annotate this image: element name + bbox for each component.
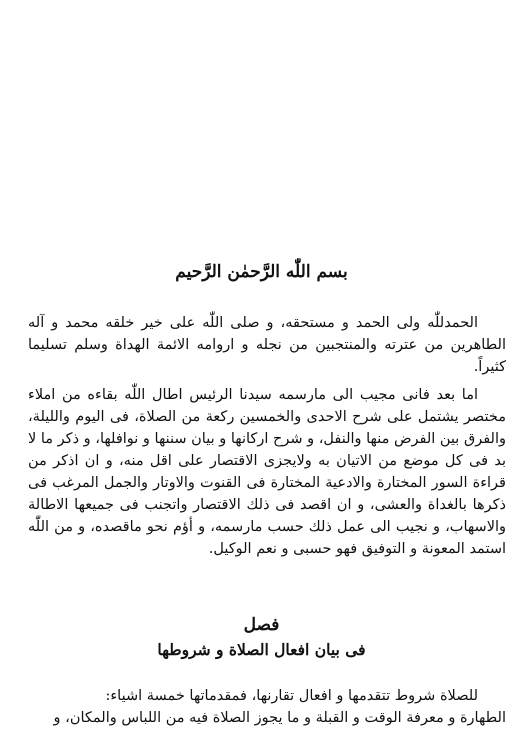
section-subtitle: فى بيان افعال الصلاة و شروطها <box>157 640 366 659</box>
section-paragraph-1: للصلاة شروط تتقدمها و افعال تقارنها، فمقدماتها خمسة اشياء: <box>105 688 478 704</box>
intro-paragraph-2: اما بعد فانى مجيب الى مارسمه سيدنا الرئيس اطال اللّٰه بقاءه من املاء مختصر يشتمل على شرح الاحدى والخمسين ركعة من الصلاة، فى اليوم والليلة، والفرق بين الفرض منها والنفل، و شرح اركانها و بيان سننها و نوافلها، و ذكر ما لا بد فى كل موضع من الاتيان به ولايجزى الاقتصار على اقل منه، و ان اذكر من قراءة السور المختارة والادعية المختارة فى القنوت والاوتار والجمل المرغب فى ذكرها بالغداة والعشى، و ان اقصد فى ذلك الاقتصار واتجنب فى جميعها الاطالة والاسهاب، و نجيب الى عمل ذلك حسب مارسمه، و أؤم نحو ماقصده، و من اللّٰه استمد المعونة و التوفيق فهو حسبى و نعم الوكيل. <box>28 387 506 557</box>
section-title: فصل <box>243 615 280 635</box>
basmala-heading: بسم اللّٰه الرَّحمٰن الرَّحيم <box>175 262 348 282</box>
section-paragraph-2: الطهارة و معرفة الوقت و القبلة و ما يجوز الصلاة فيه من اللباس والمكان، و <box>53 710 506 726</box>
section-text <box>28 685 506 729</box>
intro-text <box>28 312 506 566</box>
intro-paragraph-1: الحمدللّٰه ولى الحمد و مستحقه، و صلى اللّٰه على خير خلقه محمد و آله الطاهرين من عترته والمنتجبين من نجله و اروامه الائمة الهداة وسلم تسليما كثيراً. <box>28 315 506 375</box>
